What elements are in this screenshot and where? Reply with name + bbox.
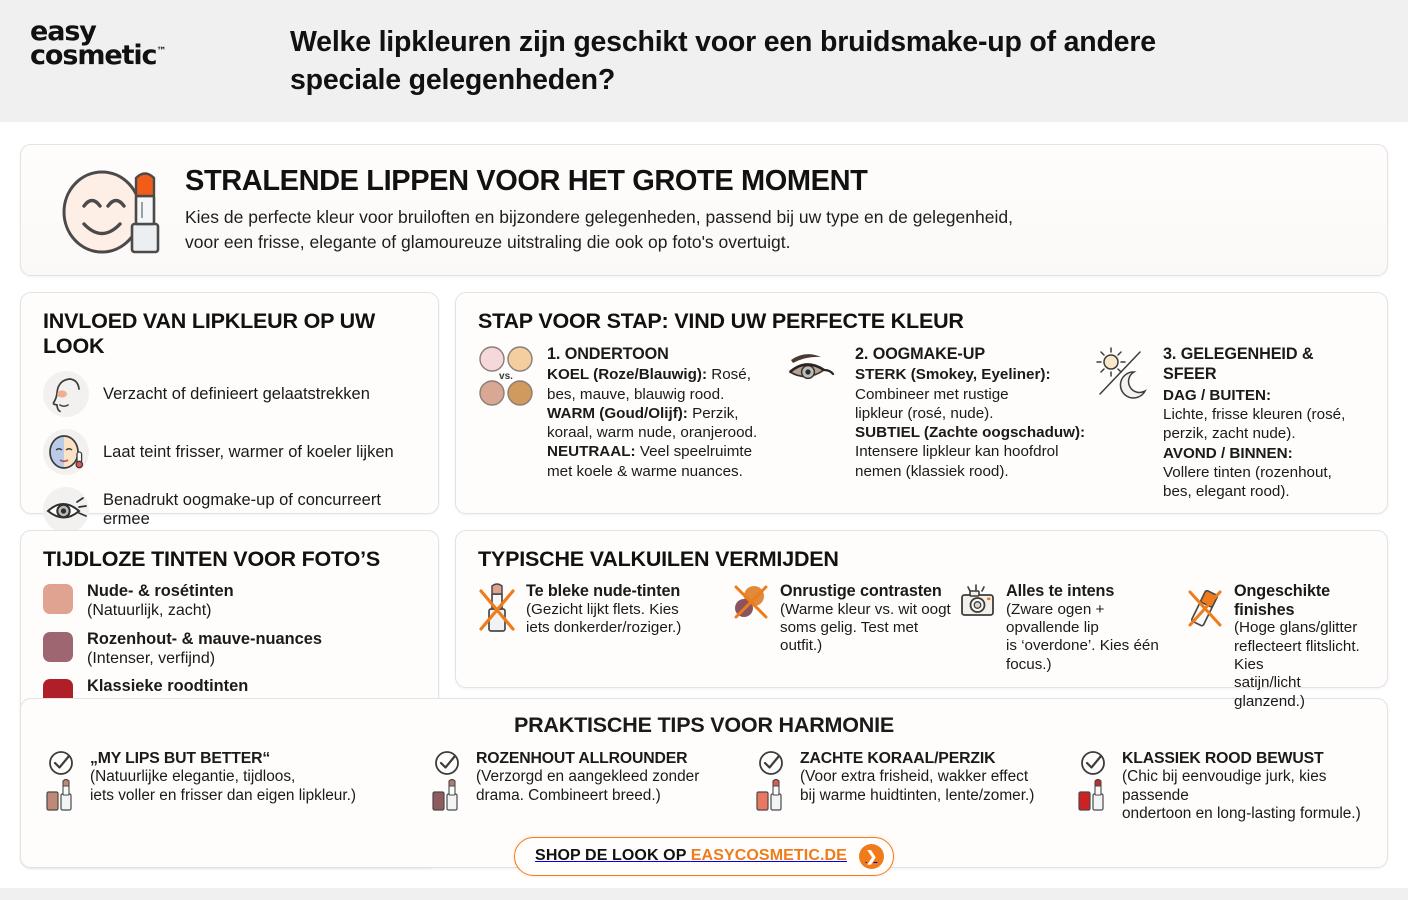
shade-note: (Intenser, verfijnd) bbox=[87, 649, 216, 667]
shade-name: Rozenhout- & mauve-nuances bbox=[87, 629, 322, 648]
step-body bbox=[547, 344, 757, 501]
pitfall-title: Onrustige contrasten bbox=[780, 582, 942, 600]
lipstick-pair-icon bbox=[757, 780, 781, 811]
influence-column bbox=[20, 292, 439, 528]
undertone-swatches-icon bbox=[478, 344, 538, 501]
step-line: koraal, warm nude, oranjerood. bbox=[547, 424, 758, 442]
step-line: bes, elegant rood). bbox=[1163, 483, 1290, 501]
pitfall-item bbox=[958, 582, 1180, 711]
color-swatch bbox=[43, 584, 73, 614]
list-item bbox=[43, 582, 420, 621]
step-line: STERK (Smokey, Eyeliner): bbox=[855, 366, 1051, 384]
step-line: perzik, zacht nude). bbox=[1163, 425, 1296, 443]
brand-logo[interactable] bbox=[0, 14, 290, 71]
face-thermometer-icon bbox=[43, 429, 89, 475]
step-line: WARM (Goud/Olijf): Perzik, bbox=[547, 404, 739, 422]
step-line: Vollere tinten (rozenhout, bbox=[1163, 463, 1332, 481]
steps-column bbox=[455, 292, 1388, 514]
step-line: NEUTRAAL: Veel speelruimte bbox=[547, 443, 753, 461]
list-item bbox=[43, 487, 420, 533]
tip-note-line: drama. Combineert breed.) bbox=[476, 786, 661, 804]
step-occasion bbox=[1094, 344, 1371, 501]
pitfall-note-line: (Warme kleur vs. wit oogt bbox=[780, 600, 951, 618]
step-line: Combineer met rustige bbox=[855, 385, 1009, 403]
list-item bbox=[43, 371, 420, 417]
tip-title: ZACHTE KORAAL/PERZIK bbox=[800, 750, 996, 767]
list-item-label: Laat teint frisser, warmer of koeler lijken bbox=[103, 442, 394, 461]
check-circle-icon bbox=[436, 752, 458, 774]
shade-name: Nude- & rosétinten bbox=[87, 582, 234, 600]
step-line: met koele & warme nuances. bbox=[547, 462, 743, 480]
shade-note: (Natuurlijk, zacht) bbox=[87, 602, 212, 620]
tip-note-line: bij warme huidtinten, lente/zomer.) bbox=[800, 786, 1035, 804]
pitfall-note-line: is ‘overdone’. Kies één focus.) bbox=[1006, 637, 1159, 673]
tip-note-line: (Voor extra frisheid, wakker effect bbox=[800, 768, 1029, 786]
step-heading: 3. GELEGENHEID & SFEER bbox=[1163, 345, 1314, 384]
sun-moon-icon bbox=[1094, 344, 1154, 501]
footer-strip bbox=[0, 888, 1408, 900]
hero-card bbox=[20, 144, 1388, 276]
tip-item bbox=[1077, 750, 1377, 824]
page-header bbox=[0, 0, 1408, 122]
tip-icon-group bbox=[755, 750, 791, 824]
pitfall-item bbox=[1186, 582, 1373, 711]
pitfall-note-line: (Hoge glans/glitter bbox=[1234, 619, 1358, 637]
face-profile-icon bbox=[43, 371, 89, 417]
logo-line-2: cosmetic™ bbox=[30, 39, 167, 71]
contrast-circles-crossed-icon bbox=[732, 582, 772, 711]
tip-note-line: (Chic bij eenvoudige jurk, kies passende bbox=[1122, 768, 1327, 804]
cta-wrapper bbox=[31, 837, 1377, 876]
step-line: DAG / BUITEN: bbox=[1163, 386, 1271, 404]
step-line: SUBTIEL (Zachte oogschaduw): bbox=[855, 424, 1086, 442]
influence-card bbox=[20, 292, 439, 528]
tip-item bbox=[755, 750, 1077, 824]
list-item-label: Verzacht of definieert gelaatstrekken bbox=[103, 384, 370, 403]
lipstick-pair-icon bbox=[47, 780, 71, 811]
pitfall-note-line: iets donkerder/roziger.) bbox=[526, 619, 682, 637]
tip-item bbox=[431, 750, 755, 824]
row-influence-steps bbox=[20, 292, 1388, 528]
step-line: lipkleur (rosé, nude). bbox=[855, 404, 994, 422]
pitfall-title: Ongeschikte finishes bbox=[1234, 582, 1331, 619]
pitfall-title: Alles te intens bbox=[1006, 582, 1115, 600]
step-line: bes, mauve, blauwig rood. bbox=[547, 385, 725, 403]
trademark-symbol: ™ bbox=[156, 45, 167, 57]
tip-item bbox=[45, 750, 431, 824]
lipstick-crossed-icon bbox=[478, 582, 518, 711]
step-body bbox=[1163, 344, 1371, 501]
tips-title: PRAKTISCHE TIPS VOOR HARMONIE bbox=[513, 713, 895, 737]
pitfall-title: Te bleke nude-tinten bbox=[526, 582, 681, 600]
pitfall-item bbox=[732, 582, 952, 711]
tip-title: ROZENHOUT ALLROUNDER bbox=[476, 750, 688, 767]
smokey-eye-icon bbox=[786, 344, 846, 501]
infographic-body bbox=[0, 144, 1408, 868]
list-item-label: Benadrukt oogmake-up of concurreert ermee bbox=[103, 491, 381, 528]
pitfall-note-line: (Gezicht lijkt flets. Kies bbox=[526, 600, 679, 618]
tip-note-line: (Verzorgd en aangekleed zonder bbox=[476, 768, 700, 786]
row-shades-pitfalls bbox=[20, 530, 1388, 868]
step-line: nemen (klassiek rood). bbox=[855, 462, 1009, 480]
hero-text bbox=[177, 165, 1013, 255]
step-body bbox=[855, 344, 1085, 501]
step-line: Intensere lipkleur kan hoofdrol bbox=[855, 443, 1059, 461]
step-heading: 2. OOGMAKE-UP bbox=[855, 345, 986, 363]
camera-flash-icon bbox=[958, 582, 998, 711]
tip-note-line: iets voller en frisser dan eigen lipkleur.) bbox=[90, 786, 357, 804]
pitfall-note-line: soms gelig. Test met outfit.) bbox=[780, 619, 919, 655]
pitfall-item bbox=[478, 582, 726, 711]
color-swatch bbox=[43, 632, 73, 662]
influence-title: INVLOED VAN LIPKLEUR OP UW LOOK bbox=[43, 309, 376, 358]
cta-brand: EASYCOSMETIC.DE bbox=[690, 847, 847, 865]
tip-note-line: (Natuurlijke elegantie, tijdloos, bbox=[90, 768, 296, 786]
pitfalls-title: TYPISCHE VALKUILEN VERMIJDEN bbox=[478, 547, 839, 571]
hero-subtitle-line-1: Kies de perfecte kleur voor bruiloften en bijzondere gelegenheden, passend bij uw type en de gelegenheid, bbox=[185, 207, 1013, 228]
step-undertone bbox=[478, 344, 778, 501]
gloss-crossed-icon bbox=[1186, 582, 1226, 711]
tip-icon-group bbox=[431, 750, 467, 824]
hero-title: STRALENDE LIPPEN VOOR HET GROTE MOMENT bbox=[185, 165, 868, 198]
step-line: Lichte, frisse kleuren (rosé, bbox=[1163, 406, 1346, 424]
hero-subtitle-line-2: voor een frisse, elegante of glamoureuze uitstraling die ook op foto's overtuigt. bbox=[185, 232, 791, 252]
tip-note-line: ondertoon en long-lasting formule.) bbox=[1122, 805, 1361, 823]
page-title: Welke lipkleuren zijn geschikt voor een bruidsmake-up of andere speciale gelegenheden? bbox=[290, 26, 1156, 96]
shop-the-look-button[interactable] bbox=[514, 837, 894, 876]
cta-label: SHOP DE LOOK OP EASYCOSMETIC.DE bbox=[535, 847, 847, 865]
eye-icon bbox=[43, 487, 89, 533]
check-circle-icon bbox=[760, 752, 782, 774]
tip-icon-group bbox=[45, 750, 81, 824]
tip-icon-group bbox=[1077, 750, 1113, 824]
tip-title: KLASSIEK ROOD BEWUST bbox=[1122, 750, 1324, 767]
steps-card bbox=[455, 292, 1388, 514]
step-line: AVOND / BINNEN: bbox=[1163, 444, 1293, 462]
step-eye-makeup bbox=[786, 344, 1086, 501]
logo-line-1: easy bbox=[30, 16, 96, 47]
check-circle-icon bbox=[50, 752, 72, 774]
shade-name: Klassieke roodtinten bbox=[87, 677, 249, 696]
tips-card bbox=[20, 698, 1388, 868]
pitfall-note-line: (Zware ogen + opvallende lip bbox=[1006, 600, 1105, 637]
steps-grid bbox=[478, 344, 1371, 501]
pitfalls-card bbox=[455, 530, 1388, 710]
step-line: KOEL (Roze/Blauwig): Rosé, bbox=[547, 366, 751, 384]
shades-title: TIJDLOZE TINTEN VOOR FOTO’S bbox=[43, 547, 381, 571]
check-circle-icon bbox=[1082, 752, 1104, 774]
tip-title: „MY LIPS BUT BETTER“ bbox=[90, 750, 271, 767]
step-heading: 1. ONDERTOON bbox=[547, 345, 669, 363]
lipstick-pair-icon bbox=[433, 780, 457, 811]
pitfall-note-line: satijn/licht glanzend.) bbox=[1234, 674, 1305, 710]
pitfall-note-line: reflecteert flitslicht. Kies bbox=[1234, 637, 1360, 674]
undertone-vs-label: vs. bbox=[499, 371, 513, 382]
list-item bbox=[43, 429, 420, 475]
smiley-lipstick-icon bbox=[47, 162, 177, 258]
steps-title: STAP VOOR STAP: VIND UW PERFECTE KLEUR bbox=[478, 309, 964, 333]
pitfalls-grid bbox=[478, 582, 1373, 711]
lipstick-pair-icon bbox=[1079, 780, 1103, 811]
list-item bbox=[43, 630, 420, 669]
chevron-right-icon[interactable]: ❯ bbox=[859, 844, 884, 869]
tips-grid bbox=[31, 750, 1377, 824]
